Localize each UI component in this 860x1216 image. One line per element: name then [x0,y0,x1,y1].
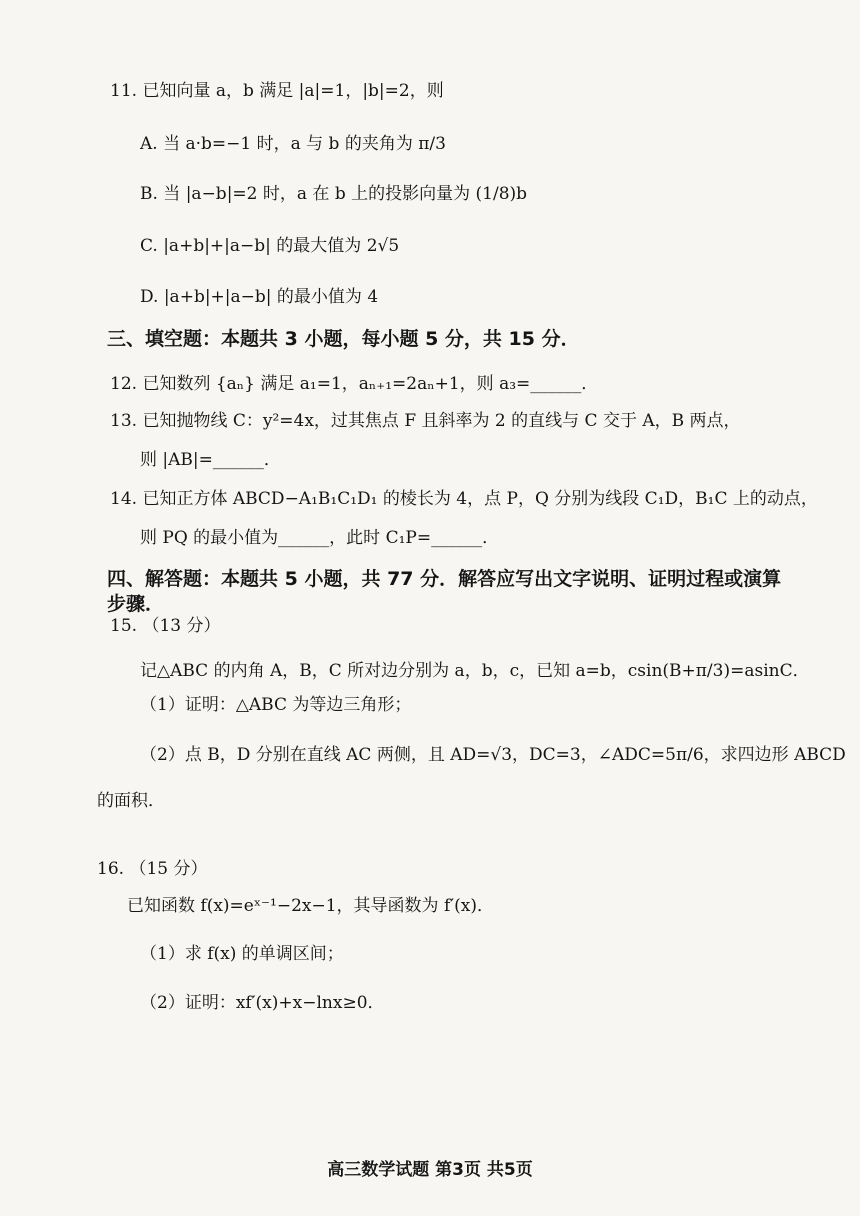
q13-line2: 则 |AB|=______． [140,450,281,470]
section-3-heading: 三、填空题：本题共 3 小题，每小题 5 分，共 15 分． [107,328,580,350]
q11-stem: 11. 已知向量 a，b 满足 |a|=1，|b|=2，则 [110,81,444,101]
q14-line1: 14. 已知正方体 ABCD−A₁B₁C₁D₁ 的棱长为 4，点 P，Q 分别为线段 C₁D，B₁C 上的动点， [110,489,818,509]
q15-header: 15. （13 分） [110,616,221,636]
q15-part2-line2: 的面积． [97,791,165,811]
q16-part2: （2）证明：xf′(x)+x−lnx≥0． [140,993,385,1013]
q16-stem: 已知函数 f(x)=eˣ⁻¹−2x−1，其导函数为 f′(x)． [127,896,494,916]
q15-part1: （1）证明：△ABC 为等边三角形； [140,695,412,715]
page-footer: 高三数学试题 第3页 共5页 [327,1160,533,1180]
q15-stem: 记△ABC 的内角 A，B，C 所对边分别为 a，b，c，已知 a=b，csin(B+π/3)=asinC． [140,661,810,681]
q13-line1: 13. 已知抛物线 C：y²=4x，过其焦点 F 且斜率为 2 的直线与 C 交于 A，B 两点， [110,411,741,431]
q11-option-c: C. |a+b|+|a−b| 的最大值为 2√5 [140,236,400,256]
q11-option-b: B. 当 |a−b|=2 时，a 在 b 上的投影向量为 (1/8)b [140,184,528,204]
section-4-heading-line1: 四、解答题：本题共 5 小题，共 77 分．解答应写出文字说明、证明过程或演算 [107,568,782,590]
q15-part2-line1: （2）点 B，D 分别在直线 AC 两侧，且 AD=√3，DC=3，∠ADC=5π/6，求四边形 ABCD [140,745,846,765]
q16-part1: （1）求 f(x) 的单调区间； [140,944,344,964]
q12: 12. 已知数列 {aₙ} 满足 a₁=1，aₙ₊₁=2aₙ+1，则 a₃=______． [110,374,599,394]
q11-option-a: A. 当 a·b=−1 时，a 与 b 的夹角为 π/3 [140,134,446,154]
q11-option-d: D. |a+b|+|a−b| 的最小值为 4 [140,287,379,307]
q16-header: 16. （15 分） [97,859,208,879]
q14-line2: 则 PQ 的最小值为______，此时 C₁P=______． [140,528,500,548]
section-4-heading-line2: 步骤． [107,593,165,615]
